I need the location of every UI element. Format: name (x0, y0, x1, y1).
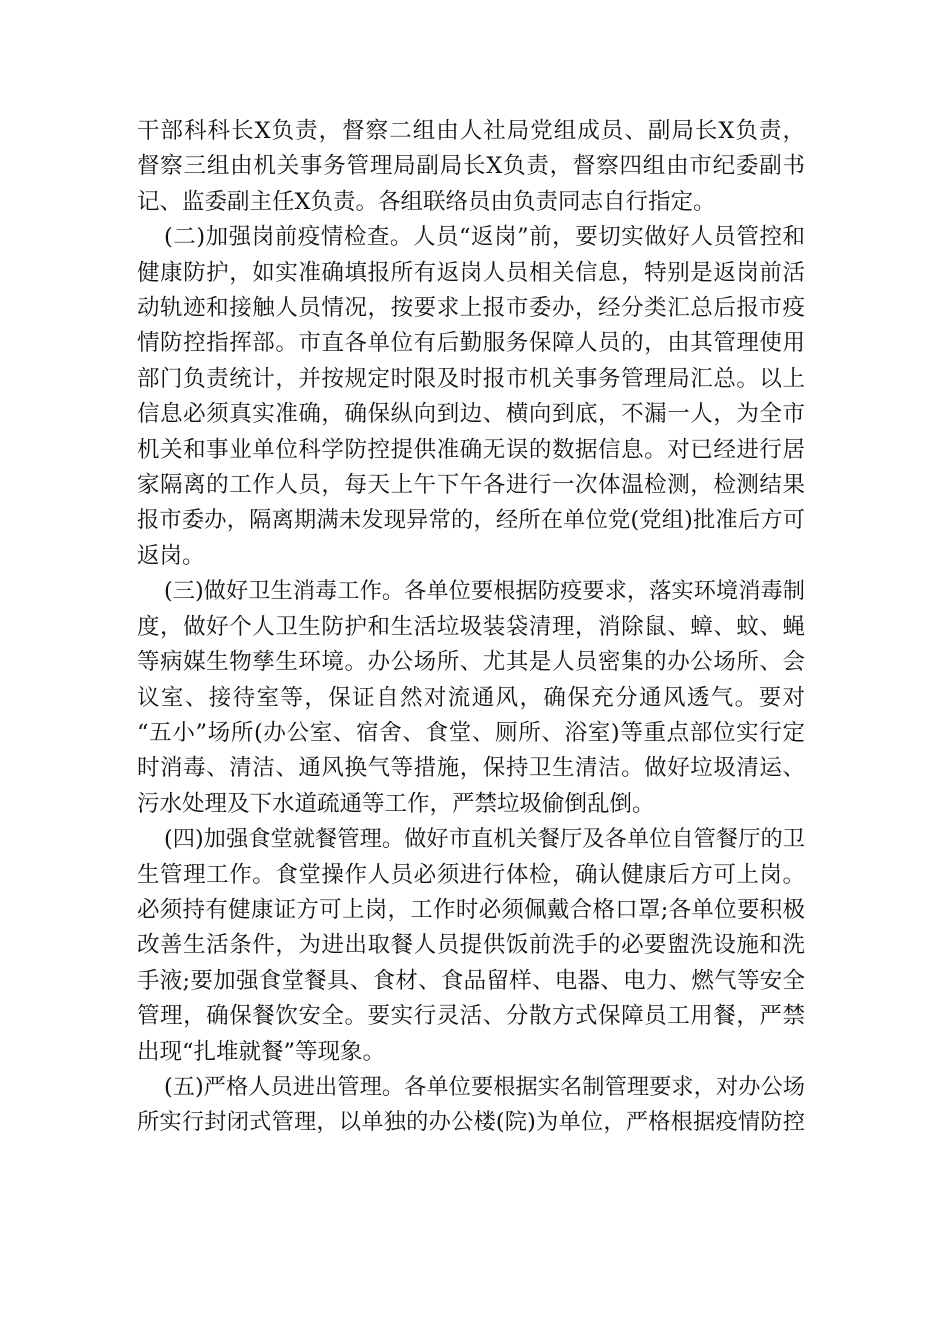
paragraph-pre-return-check (137, 220, 805, 574)
text-line: (五)严格人员进出管理。各单位要根据实名制管理要求，对办公场 (164, 1073, 805, 1100)
text-line: (四)加强食堂就餐管理。做好市直机关餐厅及各单位自管餐厅的卫 (164, 826, 805, 853)
text-line: 动轨迹和接触人员情况，按要求上报市委办，经分类汇总后报市疫 (137, 295, 805, 322)
text-line: 出现“扎堆就餐”等现象。 (137, 1038, 386, 1065)
text-line: 管理，确保餐饮安全。要实行灵活、分散方式保障员工用餐，严禁 (137, 1003, 805, 1030)
text-line: 时消毒、清洁、通风换气等措施，保持卫生清洁。做好垃圾清运、 (137, 755, 805, 782)
paragraph-disinfection (137, 574, 805, 822)
text-line: 改善生活条件，为进出取餐人员提供饭前洗手的必要盥洗设施和洗 (137, 932, 805, 959)
text-line: 报市委办，隔离期满未发现异常的，经所在单位党(党组)批准后方可 (137, 507, 805, 534)
text-line: (三)做好卫生消毒工作。各单位要根据防疫要求，落实环境消毒制 (164, 578, 805, 605)
text-line: 手液;要加强食堂餐具、食材、食品留样、电器、电力、燃气等安全 (137, 967, 805, 994)
text-line: “五小”场所(办公室、宿舍、食堂、厕所、浴室)等重点部位实行定 (137, 719, 805, 746)
paragraph-access-control (137, 1070, 805, 1141)
paragraph-supervision-groups (137, 114, 805, 220)
text-line: 督察三组由机关事务管理局副局长X负责，督察四组由市纪委副书 (137, 153, 805, 180)
text-line: 记、监委副主任X负责。各组联络员由负责同志自行指定。 (137, 188, 716, 215)
text-line: 家隔离的工作人员，每天上午下午各进行一次体温检测，检测结果 (137, 472, 805, 499)
text-line: (二)加强岗前疫情检查。人员“返岗”前，要切实做好人员管控和 (164, 224, 805, 251)
text-line: 信息必须真实准确，确保纵向到边、横向到底，不漏一人，为全市 (137, 401, 805, 428)
text-line: 生管理工作。食堂操作人员必须进行体检，确认健康后方可上岗。 (137, 861, 805, 888)
text-line: 等病媒生物孳生环境。办公场所、尤其是人员密集的办公场所、会 (137, 649, 805, 676)
text-line: 必须持有健康证方可上岗，工作时必须佩戴合格口罩;各单位要积极 (137, 896, 805, 923)
text-line: 健康防护，如实准确填报所有返岗人员相关信息，特别是返岗前活 (137, 259, 805, 286)
text-line: 情防控指挥部。市直各单位有后勤服务保障人员的，由其管理使用 (137, 330, 805, 357)
text-line: 所实行封闭式管理，以单独的办公楼(院)为单位，严格根据疫情防控 (137, 1109, 805, 1136)
text-line: 返岗。 (137, 542, 205, 569)
text-line: 干部科科长X负责，督察二组由人社局党组成员、副局长X负责， (137, 118, 805, 144)
text-line: 度，做好个人卫生防护和生活垃圾装袋清理，消除鼠、蟑、蚊、蝇 (137, 613, 805, 640)
text-line: 机关和事业单位科学防控提供准确无误的数据信息。对已经进行居 (137, 436, 805, 463)
document-body (137, 114, 805, 1141)
paragraph-canteen (137, 822, 805, 1070)
text-line: 议室、接待室等，保证自然对流通风，确保充分通风透气。要对 (137, 684, 805, 711)
text-line: 部门负责统计，并按规定时限及时报市机关事务管理局汇总。以上 (137, 365, 805, 392)
text-line: 污水处理及下水道疏通等工作，严禁垃圾偷倒乱倒。 (137, 790, 655, 817)
